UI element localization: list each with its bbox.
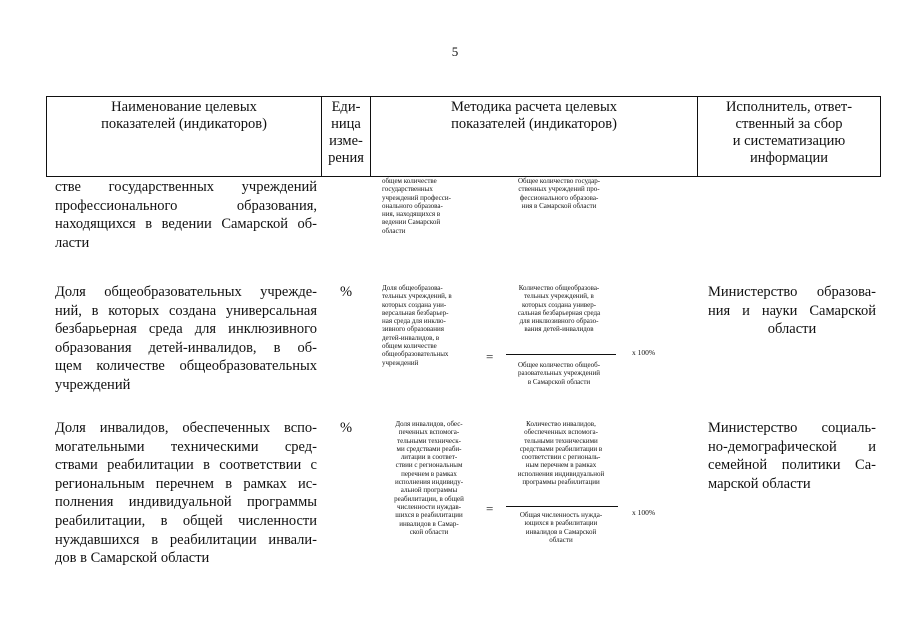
header-right-border	[880, 96, 881, 177]
header-top-border	[46, 96, 881, 97]
row-1-formula-left: Доля общеобразова- тельных учреждений, в которых создана уни- версальная безбарьер- ная среда для инклю- зивного образования детей-инвалидов, в общем количестве общеобразовательных учреждений	[382, 284, 452, 367]
row-1-fraction-numerator: Количество общеобразова- тельных учреждений, в которых создана универ- сальная безбарьерная среда для инклюзивного образо- вания детей-инвалидов	[517, 284, 601, 334]
row-0-indicator-name: стве государственных учреждений профессионального образования, находящихся в ведении Самарской об- ласти	[55, 179, 317, 251]
row-2-formula-left: Доля инвалидов, обес- печенных вспомога- тельными техническ- ми средствами реаби- литации в соответ- ствии с региональным перечнем в рамках исполнения индивиду- альной программы реабилитации, в общей численности нуждав- шихся в реабилитации инвалидов в Самар- ской области	[394, 420, 464, 536]
row-2-multiplier: x 100%	[632, 508, 656, 517]
row-2-unit: %	[340, 420, 353, 436]
row-1-fraction-bar	[506, 354, 616, 355]
header-methodology: Методика расчета целевых показателей (индикаторов)	[451, 99, 617, 132]
row-0-formula-denominator: Общее количество государ- ственных учреждений про- фессионального образова- ния в Самарской области	[517, 177, 601, 210]
header-unit: Еди- ница измe- рения	[328, 99, 364, 166]
row-1-unit: %	[340, 284, 353, 300]
row-2-equals: =	[486, 501, 494, 516]
header-indicator-name: Наименование целевых показателей (индикаторов)	[101, 99, 267, 132]
row-1-multiplier: x 100%	[632, 348, 656, 357]
row-2-fraction-bar	[506, 506, 618, 507]
page-number: 5	[451, 44, 459, 59]
row-1-equals: =	[486, 349, 494, 364]
row-2-indicator-name: Доля инвалидов, обеспеченных вспо- могательными техническими сред- ствами реабилитации в соответствии с региональным перечнем в рамках ис- полнения индивидуальной программы реабилитации, в общей численности нуждавшихся в реабилитации инвали- дов в Самарской области	[55, 420, 317, 567]
header-executor: Исполнитель, ответ- ственный за сбор и систематизацию информации	[725, 99, 853, 166]
row-2-executor: Министерство социаль- но-демографической и семейной политики Са- марской области	[708, 420, 876, 492]
row-2-fraction-denominator: Общая численность нужда- ющихся в реабилитации инвалидов в Самарской области	[519, 511, 603, 544]
row-0-formula-left: общем количестве государственных учреждений професси- онального образова- ния, находящихся в ведении Самарской области	[382, 177, 451, 235]
row-1-indicator-name: Доля общеобразовательных учрежде- ний, в которых создана универсальная безбарьерная среда для инклюзивного образования детей-инвалидов, в об- щем количестве общеобразовательных учреждений	[55, 284, 317, 393]
row-1-fraction-denominator: Общее количество общеоб- разовательных учреждений в Самарской области	[517, 361, 601, 386]
row-2-fraction-numerator: Количество инвалидов, обеспеченных вспомога- тельными техническими средствами реабилитации в соответствии с региональ- ным перечнем в рамках исполнения индивидуальной программы реабилитации	[517, 420, 605, 487]
row-1-executor: Министерство образова- ния и науки Самарской области	[708, 284, 876, 338]
